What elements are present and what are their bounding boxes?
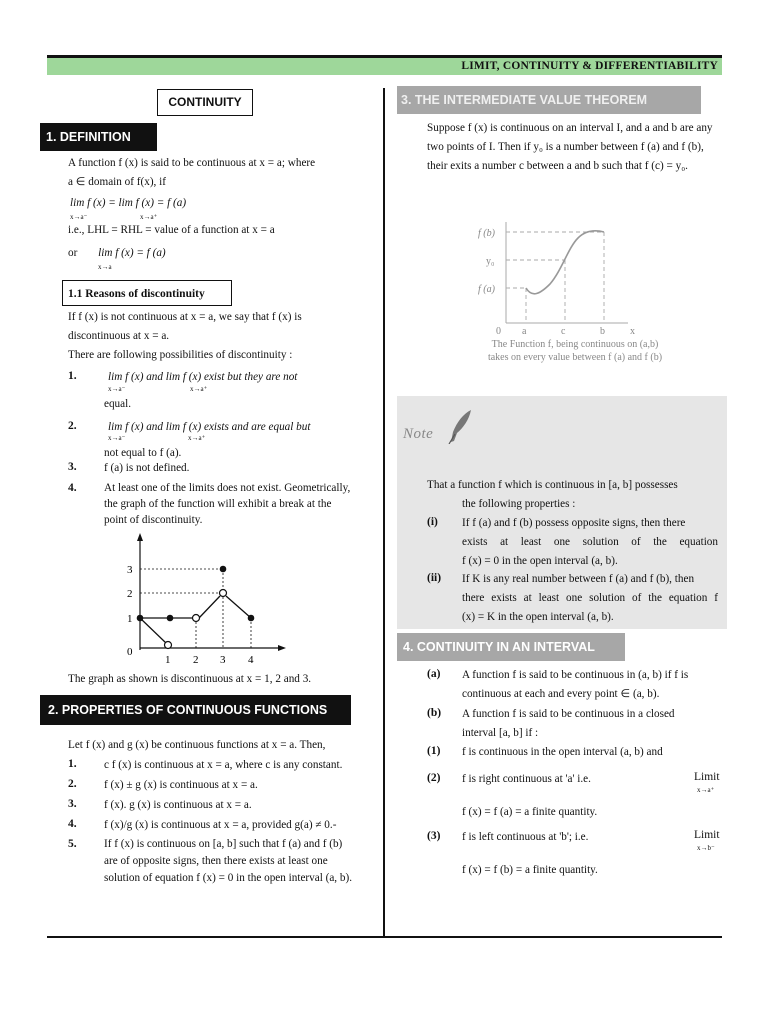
g1-open-1-0: [165, 642, 172, 649]
reason-1-line-2: equal.: [104, 398, 132, 410]
prop-3-text: f (x). g (x) is continuous at x = a.: [104, 799, 252, 811]
interval-item-1: f is continuous in the open interval (a, b) and: [462, 746, 663, 758]
reasons-heading: 1.1 Reasons of discontinuity: [62, 280, 232, 306]
eq1-sub1: x→a⁻: [70, 213, 88, 221]
interval-a-line-2: continuous at each and every point ∈ (a, b).: [462, 688, 660, 700]
interval-item-a: [462, 666, 728, 704]
ivt-caption-line-1: The Function f, being continuous on (a,b): [491, 339, 659, 350]
g1-ytick-1: 1: [127, 613, 133, 625]
ivt-graph-caption: [460, 338, 690, 364]
g2-label-y0: y₀: [486, 256, 495, 267]
g1-point-4-1: [248, 615, 255, 622]
note-label: Note: [403, 426, 434, 442]
reason-1-line-1: lim f (x) and lim f (x) exist but they are not: [108, 371, 298, 383]
interval-b-line-2: interval [a, b] if :: [462, 727, 539, 739]
g1-xtick-2: 2: [193, 654, 199, 666]
interval-num-b: (b): [427, 707, 442, 719]
interval-item-2-limit-sub: x→a⁺: [697, 786, 715, 794]
quill-icon: [445, 408, 475, 444]
note-i-line-3: f (x) = 0 in the open interval (a, b).: [462, 555, 618, 567]
note-ii-line-1: If K is any real number between f (a) and f (b), then: [462, 573, 695, 585]
interval-item-2-line-2: f (x) = f (a) = a finite quantity.: [462, 806, 598, 818]
reasons-line-2: discontinuous at x = a.: [68, 330, 170, 342]
prop-num-4: 4.: [68, 818, 77, 830]
interval-num-2: (2): [427, 772, 441, 784]
g1-xtick-4: 4: [248, 654, 254, 666]
g1-open-2-1: [193, 615, 200, 622]
reason-2-line-2: not equal to f (a).: [104, 447, 182, 459]
prop-num-5: 5.: [68, 838, 77, 850]
ivt-line-3: their exits a number c between a and b such that f (c) = y₀.: [427, 160, 688, 172]
prop-2-text: f (x) ± g (x) is continuous at x = a.: [104, 779, 258, 791]
prop-5-line-1: If f (x) is continuous on [a, b] such that f (a) and f (b): [104, 838, 343, 850]
g1-x-arrow: [278, 645, 286, 651]
note-ii-line-3: (x) = K in the open interval (a, b).: [462, 611, 614, 623]
discontinuity-graph: [118, 530, 288, 670]
reason-2-line-1: lim f (x) and lim f (x) exists and are equal but: [108, 421, 311, 433]
ivt-text: [427, 119, 723, 176]
prop-num-1: 1.: [68, 758, 77, 770]
g1-seg-c: [199, 596, 220, 618]
eq2-text: lim f (x) = f (a): [98, 247, 166, 259]
interval-num-a: (a): [427, 668, 441, 680]
interval-item-3-line-2: f (x) = f (b) = a finite quantity.: [462, 864, 598, 876]
reason-2-subB: x→a⁺: [188, 434, 206, 442]
reasons-line-1: If f (x) is not continuous at x = a, we say that f (x) is: [68, 311, 302, 323]
reason-4-text: [104, 480, 369, 528]
reason-num-1: 1.: [68, 370, 77, 382]
g1-xtick-1: 1: [165, 654, 171, 666]
graph1-caption: The graph as shown is discontinuous at x = 1, 2 and 3.: [68, 673, 312, 685]
eq1-sub2: x→a⁺: [140, 213, 158, 221]
reason-3-line-1: f (a) is not defined.: [104, 462, 190, 474]
reason-num-2: 2.: [68, 420, 77, 432]
prop-4-text: f (x)/g (x) is continuous at x = a, provided g(a) ≠ 0.-: [104, 819, 337, 831]
reason-2-subA: x→a⁻: [108, 434, 126, 442]
prop-5-line-3: solution of equation f (x) = 0 in the open interval (a, b).: [104, 872, 353, 884]
g2-label-x: x: [630, 326, 635, 337]
note-ii-line-2: there exists at least one solution of the equation f: [462, 592, 718, 604]
definition-heading: 1. DEFINITION: [40, 123, 157, 151]
g2-label-c: c: [561, 326, 566, 337]
g1-y-arrow: [137, 533, 143, 541]
ivt-caption-line-2: takes on every value between f (a) and f (b): [487, 352, 663, 363]
reason-1-subB: x→a⁺: [190, 385, 208, 393]
g2-label-a: a: [522, 326, 527, 337]
ivt-line-2: two points of I. Then if y₀ is a number between f (a) and f (b),: [427, 141, 704, 153]
prop-num-3: 3.: [68, 798, 77, 810]
ivt-line-1: Suppose f (x) is continuous on an interval I, and a and b are any: [427, 122, 713, 134]
definition-line-1: A function f (x) is said to be continuous at x = a; where: [68, 157, 316, 169]
ivt-heading: 3. THE INTERMEDIATE VALUE THEOREM: [397, 86, 701, 114]
properties-heading: 2. PROPERTIES OF CONTINUOUS FUNCTIONS: [40, 695, 351, 725]
g1-point-0-1: [137, 615, 144, 622]
g1-point-3-3: [220, 566, 227, 573]
definition-text: [68, 154, 369, 192]
g2-label-b: b: [600, 326, 605, 337]
reason-4-line-2: the graph of the function will exhibit a break at the: [104, 498, 332, 510]
interval-item-3-line-1: f is left continuous at 'b'; i.e.: [462, 831, 589, 843]
prop-1-text: c f (x) is continuous at x = a, where c is any constant.: [104, 759, 343, 771]
g1-ytick-0: 0: [127, 646, 133, 658]
g2-label-0: 0: [496, 326, 501, 337]
interval-item-b: [462, 705, 728, 743]
g2-label-fa: f (a): [478, 284, 495, 295]
reason-4-line-3: point of discontinuity.: [104, 514, 203, 526]
g1-seg-d: [226, 596, 251, 618]
interval-item-3-limit: Limit: [694, 829, 720, 841]
interval-b-line-1: A function f is said to be continuous in a closed: [462, 708, 675, 720]
interval-heading: 4. CONTINUITY IN AN INTERVAL: [397, 633, 625, 661]
g2-label-fb: f (b): [478, 228, 495, 239]
column-divider: [383, 88, 385, 936]
note-i-line-2: exists at least one solution of the equation: [462, 536, 718, 548]
g1-point-1-1: [167, 615, 174, 622]
reasons-text: [68, 308, 369, 365]
interval-a-line-1: A function f is said to be continuous in (a, b) if f is: [462, 669, 689, 681]
note-line-2: the following properties :: [462, 498, 576, 510]
reasons-line-3: There are following possibilities of discontinuity :: [68, 349, 293, 361]
g1-ytick-2: 2: [127, 588, 133, 600]
reason-1-subA: x→a⁻: [108, 385, 126, 393]
definition-equation-1: [70, 194, 370, 220]
prop-num-2: 2.: [68, 778, 77, 790]
note-num-i: (i): [427, 516, 438, 528]
interval-item-2-line-1: f is right continuous at 'a' i.e.: [462, 773, 591, 785]
properties-intro: Let f (x) and g (x) be continuous functions at x = a. Then,: [68, 739, 326, 751]
footer-rule: [47, 936, 722, 938]
g1-seg-a: [140, 618, 166, 643]
g1-xtick-3: 3: [220, 654, 226, 666]
eq2-or: or: [68, 247, 78, 259]
header-title: LIMIT, CONTINUITY & DIFFERENTIABILITY: [461, 60, 718, 72]
definition-line-2: a ∈ domain of f(x), if: [68, 176, 166, 188]
prop-5-text: [104, 836, 369, 887]
definition-ie: i.e., LHL = RHL = value of a function at x = a: [68, 224, 275, 236]
g1-open-3-2: [220, 590, 227, 597]
interval-item-3-limit-sub: x→b⁻: [697, 844, 715, 852]
note-item-ii: [462, 570, 718, 627]
interval-num-3: (3): [427, 830, 441, 842]
note-line-1: That a function f which is continuous in [a, b] possesses: [427, 479, 678, 491]
eq2-sub: x→a: [98, 263, 112, 271]
note-num-ii: (ii): [427, 572, 442, 584]
g1-ytick-3: 3: [127, 564, 133, 576]
eq1-text: lim f (x) = lim f (x) = f (a): [70, 197, 187, 209]
reason-num-4: 4.: [68, 482, 77, 494]
reason-num-3: 3.: [68, 461, 77, 473]
reason-4-line-1: At least one of the limits does not exist. Geometrically,: [104, 482, 351, 494]
interval-item-2-limit: Limit: [694, 771, 720, 783]
page-heading: CONTINUITY: [157, 89, 253, 116]
prop-5-line-2: are of opposite signs, then there exists at least one: [104, 855, 328, 867]
note-intro: [427, 476, 719, 514]
note-item-i: [462, 514, 718, 571]
definition-equation-2: [68, 244, 368, 270]
interval-num-1: (1): [427, 745, 441, 757]
note-i-line-1: If f (a) and f (b) possess opposite signs, then there: [462, 517, 686, 529]
